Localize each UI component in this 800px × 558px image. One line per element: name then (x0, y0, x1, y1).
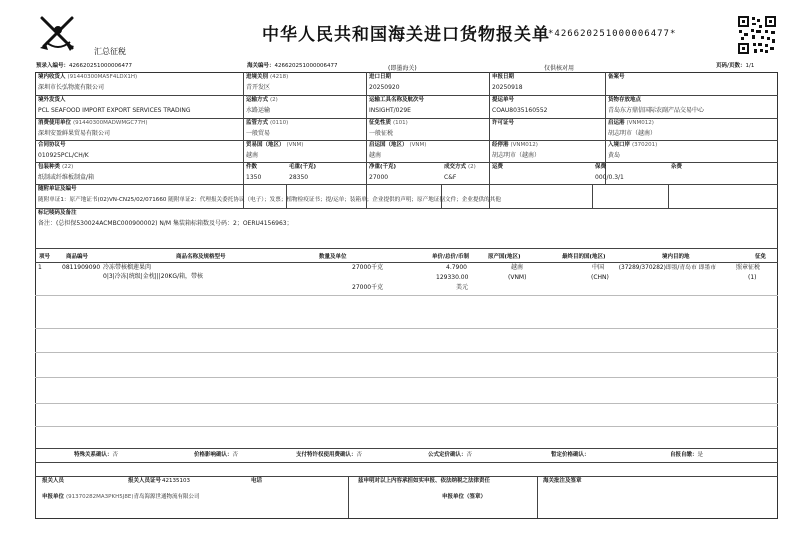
pre-entry-no: 426620251000006477 (69, 63, 133, 69)
entry-place-code: (370201) (632, 142, 658, 148)
consignee-name: 深圳市长弘物流有限公司 (38, 84, 105, 91)
departure-port: 胡志明市（越南） (608, 130, 657, 137)
vessel-label: 运输工具名称及航次号 (369, 97, 425, 103)
misc-label: 杂费 (671, 164, 683, 170)
transport-mode-label: 运输方式 (246, 97, 269, 103)
bl-label: 提运单号 (492, 97, 515, 103)
supervision-code: (0110) (270, 120, 289, 126)
customs-note-label: 海关批注及签章 (543, 478, 582, 484)
goods-header-qty: 数量及单位 (319, 254, 347, 260)
sign-label: 申报单位（签章） (442, 494, 487, 500)
goods-header-name: 商品名称及规格型号 (176, 254, 226, 260)
goods-header-hs: 商品编号 (66, 254, 89, 260)
declarant-cert: 42135103 (162, 478, 191, 484)
verify-note: 仅供核对用 (544, 65, 575, 72)
goods-header-price: 单价/总价/币制 (432, 254, 470, 260)
royalty-label: 支付特许权使用费确认： (296, 452, 357, 458)
goods-row-final-dest-code: (CHN) (591, 274, 609, 281)
formula-value: 否 (466, 452, 473, 458)
statement: 兹申明对以上内容承担如实申报、依法纳税之法律责任 (358, 478, 491, 484)
declare-date: 20250918 (492, 84, 523, 91)
net: 27000 (369, 174, 389, 181)
docs-text: 随附单证1：原产地证书(02)VN-CN25/02/071660 随附单证2：代理报关委托协议（电子）；发票；植物检疫证书；提/运单；装箱单；企业提供的声明；原产地证据文件；企业提供的其他 (38, 197, 501, 203)
package-code: (22) (62, 164, 74, 170)
origin-country-label: 启运国（地区） (369, 142, 408, 148)
supervision-label: 监管方式 (246, 120, 269, 126)
trade-country-code: (VNM) (286, 142, 304, 148)
storage-label: 货物存放地点 (608, 97, 642, 103)
port-note: (即墨海关) (388, 65, 417, 72)
contract-label: 合同协议号 (38, 142, 66, 148)
license-label: 许可证号 (492, 120, 515, 126)
goods-header-origin: 原产国(地区) (488, 254, 521, 260)
customs-emblem-icon (36, 12, 80, 56)
departure-port-code: (VNM012) (626, 120, 654, 126)
insurance: 000/0.3/1 (595, 174, 624, 181)
customs-no-label: 海关编号： (247, 63, 275, 69)
goods-row-levy: 照章征税 (736, 264, 761, 271)
supervision: 一般贸易 (246, 130, 271, 137)
gross: 28350 (289, 174, 309, 181)
levy: 一般征税 (369, 130, 394, 137)
goods-row-levy-code: (1) (748, 274, 757, 281)
formula-label: 公式定价确认： (428, 452, 467, 458)
import-date-label: 进口日期 (369, 74, 392, 80)
deal: C&F (444, 174, 457, 181)
self-pay-label: 自报自缴： (670, 452, 698, 458)
package-label: 包装种类 (38, 164, 61, 170)
page-title: 中华人民共和国海关进口货物报关单 (262, 25, 550, 45)
goods-row-domestic-dest: (37289/370282)即墨/青岛市 即墨市 (618, 265, 716, 271)
package: 纸制或纤维板制盒/箱 (38, 174, 95, 181)
import-date: 20250920 (369, 84, 400, 91)
self-pay-value: 是 (697, 452, 704, 458)
provisional-label: 暂定价格确认： (551, 452, 590, 458)
pieces-label: 件数 (246, 164, 258, 170)
phone-label: 电话 (251, 478, 263, 484)
goods-row-hs: 0811909090 (62, 264, 101, 271)
agent-label: 申报单位 (42, 494, 65, 500)
special-value: 否 (112, 452, 119, 458)
tax-mode: 汇总征税 (94, 47, 126, 56)
customs-no: 426620251000006477 (274, 63, 338, 69)
vessel: INSIGHT/029E (369, 107, 411, 114)
marks-text: 备注：(总担保530024ACMBC000900002) N/M 集装箱标箱数及号码：2；OERU4156963； (38, 220, 293, 227)
goods-header-final: 最终目的国(地区) (562, 254, 606, 260)
docs-label: 随附单证及编号 (38, 186, 77, 192)
goods-row-total-price: 129330.00 (436, 274, 469, 281)
storage: 青岛东方鼎信国际农副产品交易中心 (608, 107, 705, 114)
goods-row-spec: 0|3|冷冻|统级|金枕|||20KG/箱，带核 (103, 273, 204, 280)
consignee-label: 境内收货人 (38, 74, 66, 80)
via-port-label: 经停港 (492, 142, 509, 148)
via-port: 胡志明市（越南） (492, 152, 541, 159)
agent-name: 青岛海源世通物流有限公司 (133, 494, 200, 500)
levy-label: 征免性质 (369, 120, 392, 126)
consumer-label: 消费使用单位 (38, 120, 72, 126)
page-label: 页码/页数： (716, 63, 746, 69)
shipper-label: 境外发货人 (38, 97, 66, 103)
goods-header-no: 项号 (39, 254, 51, 260)
insurance-label: 保费 (595, 164, 607, 170)
price-value: 否 (232, 452, 239, 458)
goods-row-origin-code: (VNM) (508, 274, 527, 281)
entry-port-code: (4218) (270, 74, 289, 80)
net-label: 净重(千克) (369, 164, 397, 170)
goods-row-origin: 越南 (511, 264, 524, 271)
goods-row-qty1: 27000千克 (352, 264, 384, 271)
goods-row-no: 1 (38, 264, 42, 271)
freight-label: 运费 (492, 164, 504, 170)
goods-row-unit-price: 4.7900 (446, 264, 467, 271)
declare-date-label: 申报日期 (492, 74, 515, 80)
levy-code: (101) (393, 120, 408, 126)
trade-country-label: 贸易国（地区） (246, 142, 285, 148)
deal-label: 成交方式 (444, 164, 467, 170)
trade-country: 越南 (246, 152, 259, 159)
consignee-code: (91440300MA5F4LDX1H) (67, 74, 138, 80)
entry-place-label: 入境口岸 (608, 142, 631, 148)
goods-header-levy: 征免 (755, 254, 767, 260)
shipper-name: PCL SEAFOOD IMPORT EXPORT SERVICES TRADING (38, 107, 191, 114)
pre-entry-label: 预录入编号： (36, 63, 70, 69)
entry-port-label: 进境关别 (246, 74, 269, 80)
declarant-label: 报关人员 (42, 478, 65, 484)
bl-no: COAU8035160552 (492, 107, 548, 114)
goods-row-name: 冷冻带核榴莲果肉 (103, 264, 152, 271)
price-label: 价格影响确认： (194, 452, 233, 458)
royalty-value: 否 (356, 452, 363, 458)
goods-header-domestic: 境内目的地 (662, 254, 690, 260)
page-value: 1/1 (745, 63, 755, 69)
declarant-cert-label: 报关人员证号 (128, 478, 162, 484)
contract: 010925PCL/CH/K (38, 152, 89, 159)
goods-row-final-dest: 中国 (592, 264, 605, 271)
special-label: 特殊关系确认： (74, 452, 113, 458)
deal-code: (2) (468, 164, 476, 170)
goods-row-qty2: 27000千克 (352, 284, 384, 291)
barcode-text: *426620251000006477* (548, 29, 677, 39)
qr-code-icon (737, 15, 777, 55)
pieces: 1350 (246, 174, 262, 181)
consumer-code: (91440300MADWMGC77H) (73, 120, 148, 126)
gross-label: 毛重(千克) (289, 164, 317, 170)
record-no-label: 备案号 (608, 74, 625, 80)
via-port-code: (VNM012) (510, 142, 538, 148)
origin-country: 越南 (369, 152, 382, 159)
entry-port: 青开发区 (246, 84, 271, 91)
entry-place: 黄岛 (608, 152, 621, 159)
consumer-name: 深圳安盈鲜果贸易有限公司 (38, 130, 111, 137)
agent-code: (91370282MA3PKH5J8E) (66, 494, 134, 500)
goods-row-currency: 美元 (456, 284, 469, 291)
transport-mode-code: (2) (270, 97, 278, 103)
departure-port-label: 启运港 (608, 120, 625, 126)
marks-label: 标记唛码及备注 (38, 210, 77, 216)
transport-mode: 水路运输 (246, 107, 271, 114)
origin-country-code: (VNM) (409, 142, 427, 148)
